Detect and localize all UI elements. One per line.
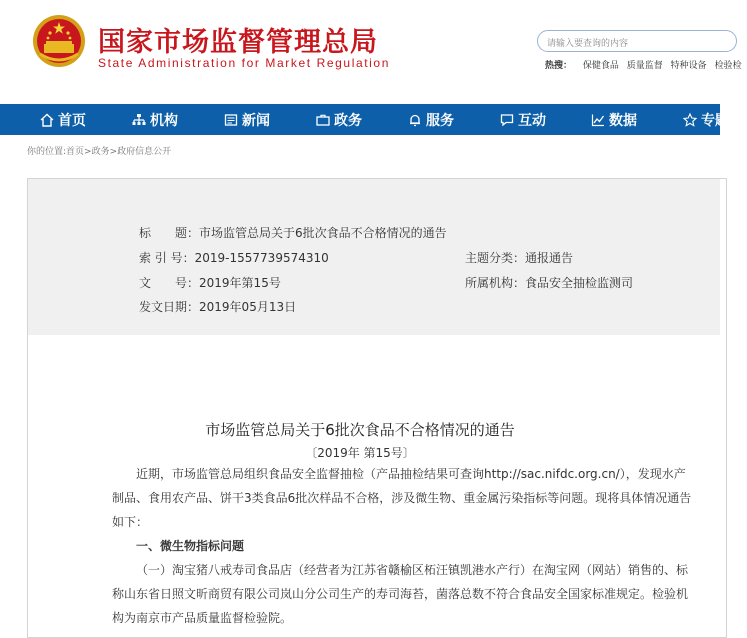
site-header (0, 0, 742, 104)
nav-item-affairs[interactable] (316, 104, 362, 135)
meta-index-label: 索 引 号： (139, 251, 195, 265)
meta-agency-value: 食品安全抽检监测司 (525, 276, 634, 290)
nav-item-label: 政务 (334, 112, 362, 129)
breadcrumb[interactable]: 你的位置:首页>政务>政府信息公开 (27, 147, 172, 157)
meta-agency-row (465, 274, 633, 291)
hot-keyword-link[interactable]: 特种设备 (670, 61, 707, 71)
search-placeholder: 请输入要查询的内容 (547, 39, 629, 49)
national-emblem-icon[interactable] (32, 14, 86, 68)
meta-docno-row (139, 274, 281, 291)
nav-item-label: 服务 (426, 112, 454, 129)
nav-item-topics[interactable] (683, 104, 729, 135)
hot-keyword-link[interactable]: 质量监督 (626, 61, 663, 71)
nav-item-label: 首页 (58, 112, 86, 129)
meta-date-row (139, 298, 296, 315)
meta-date-value: 2019年05月13日 (199, 300, 297, 314)
nav-item-label: 新闻 (242, 112, 270, 129)
chat-icon (500, 113, 514, 127)
line-chart-icon (591, 113, 605, 127)
star-icon (683, 113, 697, 127)
nav-item-label: 互动 (518, 112, 546, 129)
hot-keyword-link[interactable]: 检验检 (714, 61, 742, 71)
meta-date-label: 发文日期： (139, 300, 200, 314)
nav-item-services[interactable] (408, 104, 454, 135)
nav-item-label: 机构 (150, 112, 178, 129)
meta-title-value: 市场监管总局关于6批次食品不合格情况的通告 (199, 226, 447, 240)
meta-docno-label: 文 号： (139, 276, 200, 290)
meta-index-value: 2019-1557739574310 (194, 251, 329, 265)
meta-agency-label: 所属机构： (465, 276, 526, 290)
hot-search-label: 热搜： (545, 61, 573, 71)
section-heading: 一、微生物指标问题 (136, 539, 245, 553)
document-metadata (28, 179, 720, 335)
document-number: 〔2019年 第15号〕 (305, 446, 415, 460)
nav-item-home[interactable] (40, 104, 86, 135)
nav-item-news[interactable] (224, 104, 270, 135)
nav-item-data[interactable] (591, 104, 637, 135)
document-paragraph: 近期，市场监管总局组织食品安全监督抽检（产品抽检结果可查询http://sac.nifdc.org.cn/），发现水产制品、食用农产品、饼干3类食品6批次样品不合格，涉及微生物、重金属污染指标等问题。现将具体情况通告如下： (112, 467, 692, 529)
search-input[interactable] (537, 30, 737, 52)
meta-category-row (465, 249, 573, 266)
site-title-english: State Administration for Market Regulation (98, 56, 390, 70)
news-icon (224, 113, 238, 127)
meta-title-label: 标 题： (139, 226, 200, 240)
org-chart-icon (132, 113, 146, 127)
main-nav (0, 104, 729, 135)
bell-icon (408, 113, 422, 127)
site-title[interactable]: 国家市场监督管理总局 (98, 27, 378, 58)
nav-item-label: 专题 (701, 112, 729, 129)
hot-keyword-link[interactable]: 保健食品 (582, 61, 619, 71)
hot-search (545, 58, 747, 71)
briefcase-icon (316, 113, 330, 127)
document-title: 市场监管总局关于6批次食品不合格情况的通告 (205, 421, 515, 439)
meta-docno-value: 2019年第15号 (199, 276, 281, 290)
meta-category-label: 主题分类： (465, 251, 526, 265)
meta-title-row (139, 224, 447, 241)
nav-item-label: 数据 (609, 112, 637, 129)
document-paragraph: （一）淘宝猪八戒寿司食品店（经营者为江苏省赣榆区柘汪镇凯港水产行）在淘宝网（网站）销售的、标称山东省日照文昕商贸有限公司岚山分公司生产的寿司海苔，菌落总数不符合食品安全国家标准规定。检验机构为南京市产品质量监督检验院。 (112, 563, 689, 625)
nav-item-interaction[interactable] (500, 104, 546, 135)
meta-category-value: 通报通告 (525, 251, 574, 265)
home-icon (40, 113, 54, 127)
meta-index-row (139, 249, 329, 266)
nav-item-org[interactable] (132, 104, 178, 135)
